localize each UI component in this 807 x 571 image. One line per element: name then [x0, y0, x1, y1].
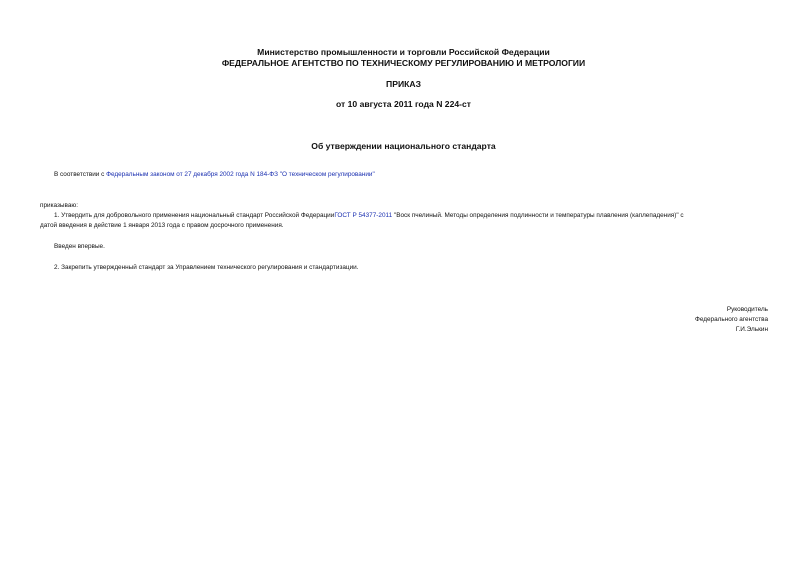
basis-prefix: В соответствии с [54, 171, 107, 178]
federal-law-link[interactable]: Федеральным законом от 27 декабря 2002 года N 184-ФЗ "О техническом регулировании" [106, 171, 375, 178]
order-word: приказываю: [40, 202, 78, 209]
document-title: Об утверждении национального стандарта [311, 141, 496, 151]
item1-line2: датой введения в действие 1 января 2013 года с правом досрочного применения. [40, 222, 284, 229]
gost-link[interactable]: ГОСТ Р 54377-2011 [334, 212, 393, 219]
signature-name: Г.И.Элькин [735, 326, 768, 333]
item2-paragraph: 2. Закрепить утвержденный стандарт за Управлением технического регулирования и стандартизации. [54, 264, 359, 271]
item1-paragraph [54, 212, 684, 219]
document-type: ПРИКАЗ [386, 79, 421, 89]
item1-suffix: "Воск пчелиный. Методы определения подлинности и температуры плавления (каплепадения)" с [392, 212, 684, 219]
signature-position-line1: Руководитель [726, 306, 768, 313]
ministry-name: Министерство промышленности и торговли Российской Федерации [257, 47, 550, 57]
item1-prefix: 1. Утвердить для добровольного применения национальный стандарт Российской Федерации [54, 212, 335, 219]
signature-position-line2: Федерального агентства [694, 316, 768, 323]
introduced-note: Введен впервые. [54, 243, 105, 250]
basis-paragraph [54, 171, 375, 178]
document-date-number: от 10 августа 2011 года N 224-ст [336, 99, 471, 109]
agency-name: ФЕДЕРАЛЬНОЕ АГЕНТСТВО ПО ТЕХНИЧЕСКОМУ РЕГУЛИРОВАНИЮ И МЕТРОЛОГИИ [221, 58, 586, 68]
